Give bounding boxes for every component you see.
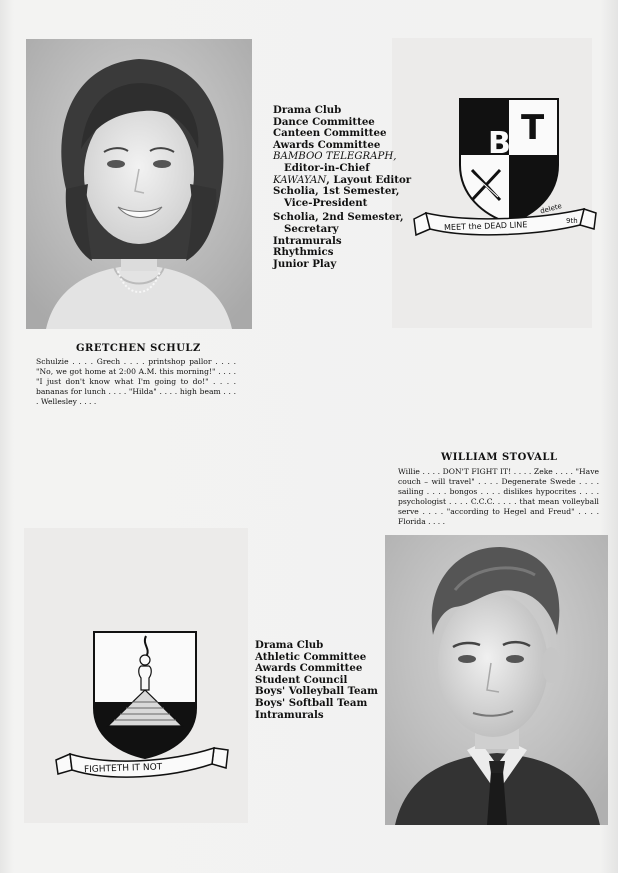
activity-item: Awards Committee <box>255 662 363 675</box>
portrait-photo-william <box>385 535 608 825</box>
shield-icon <box>410 95 600 245</box>
activity-item-rest: , Layout Editor <box>326 173 412 186</box>
activity-item: Athletic Committee <box>255 650 367 663</box>
pyramid-crest-icon <box>50 628 232 788</box>
activity-item: Secretary <box>284 222 339 235</box>
activity-item: Student Council <box>255 673 348 686</box>
portrait-gretchen-drawing <box>26 39 252 329</box>
activities-list-gretchen <box>273 105 411 270</box>
activity-item: Vice-President <box>284 196 368 209</box>
activities-list-william <box>255 640 378 721</box>
crest-letter-b: B <box>488 126 511 161</box>
activity-item: BAMBOO TELEGRAPH, <box>273 151 397 163</box>
activity-item: Rhythmics <box>273 246 334 259</box>
activity-item: Drama Club <box>273 104 342 116</box>
crest-motto-bottom: FIGHTETH IT NOT <box>83 762 163 776</box>
activity-item: Intramurals <box>255 708 324 721</box>
portrait-william-drawing <box>385 535 608 825</box>
crest-motto-note: delete <box>539 202 563 216</box>
crest-letter-t: T <box>521 108 545 148</box>
student-name-william: WILLIAM STOVALL <box>441 452 558 463</box>
activity-item: Boys' Volleyball Team <box>255 685 378 698</box>
activity-item: Boys' Softball Team <box>255 696 368 709</box>
crest-motto: MEET the DEAD LINE <box>443 220 528 233</box>
activity-item: Scholia, 2nd Semester, <box>273 211 404 224</box>
activity-item: Awards Committee <box>273 138 381 151</box>
activity-item: Scholia, 1st Semester, <box>273 185 400 198</box>
student-quip-william: Willie . . . . DON'T FIGHT IT! . . . . Zeke . . . . "Have couch – will travel" . . . . Degenerate Swede . . . . sailing . . . . bongos . . . . dislikes hypocrites . . . . psychologist . . . . C.C.C. . . . . that mean volleyball serve . . . . "according to Hegel and Freud" . . . . Florida . . . . <box>398 467 599 526</box>
activity-item: Dance Committee <box>273 115 375 128</box>
activity-item: Junior Play <box>273 257 337 270</box>
portrait-photo-gretchen <box>26 39 252 329</box>
crest-pyramid <box>50 628 232 788</box>
activity-item: Canteen Committee <box>273 127 387 140</box>
student-quip-gretchen: Schulzie . . . . Grech . . . . printshop pallor . . . . "No, we got home at 2:00 A.M. this morning!" . . . . "I just don't know what I'm going to do!" . . . . bananas for lunch . . . . "Hilda" . . . . high beam . . . . Wellesley . . . . <box>36 357 236 406</box>
student-name-gretchen: GRETCHEN SCHULZ <box>76 343 201 354</box>
crest-bt <box>410 95 600 245</box>
crest-motto-end: 9th <box>566 217 578 225</box>
activity-item: Intramurals <box>273 234 342 247</box>
activity-item: Drama Club <box>255 639 324 651</box>
activity-item: Editor-in-Chief <box>284 161 370 174</box>
activity-item-italic: KAWAYAN <box>273 174 327 186</box>
